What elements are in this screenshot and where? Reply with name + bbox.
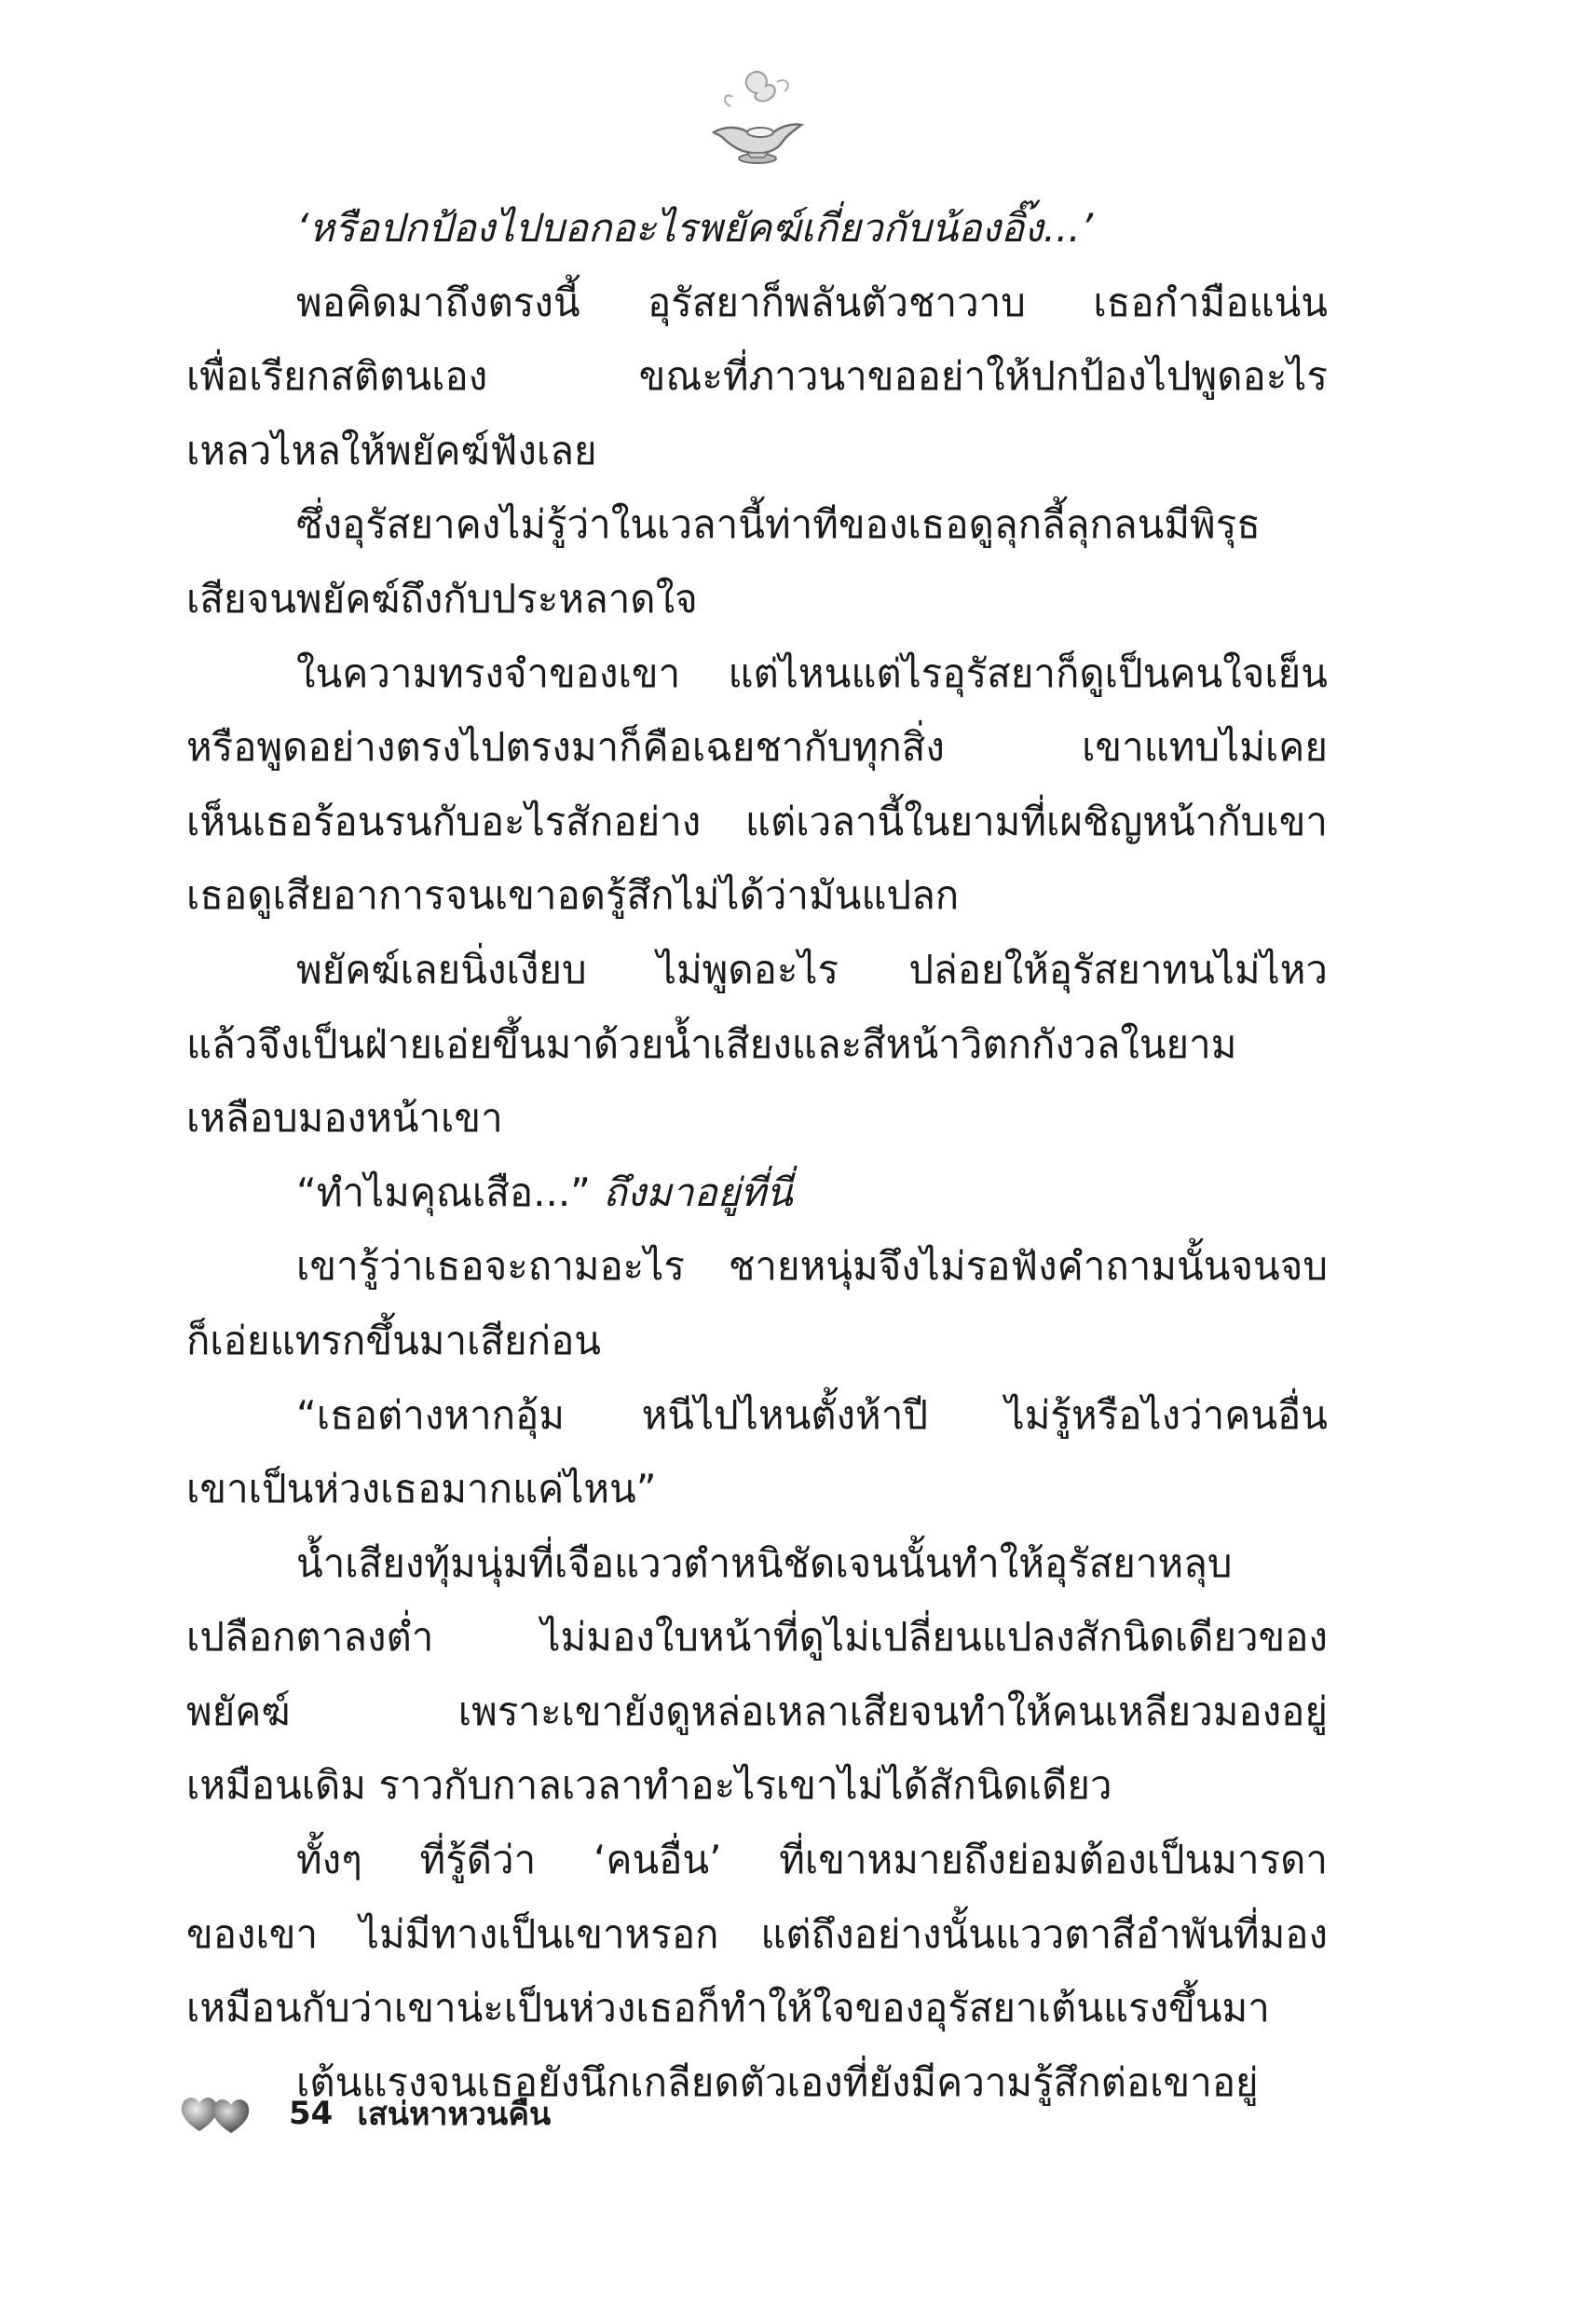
two-hearts-icon xyxy=(177,2090,261,2137)
body-text xyxy=(186,191,1328,2119)
genie-lamp-icon xyxy=(704,65,807,168)
text-line xyxy=(186,1081,1328,1156)
line-text: เสียจนพยัคฆ์ถึงกับประหลาดใจ xyxy=(186,575,698,622)
line-text: ก็เอ่ยแทรกขึ้นมาเสียก่อน xyxy=(186,1317,602,1363)
line-text: เธอดูเสียอาการจนเขาอดรู้สึกไม่ได้ว่ามันแปลก xyxy=(186,872,960,919)
text-line xyxy=(186,858,1328,933)
text-line xyxy=(186,1971,1328,2045)
text-line xyxy=(186,414,1328,488)
text-line xyxy=(186,562,1328,636)
page-number: 54 xyxy=(289,2095,334,2132)
line-text: พอคิดมาถึงตรงนี้ อุรัสยาก็พลันตัวชาวาบ เธอกำมือแน่น xyxy=(296,279,1328,325)
line-text: พยัคฆ์ เพราะเขายังดูหล่อเหลาเสียจนทำให้คนเหลียวมองอยู่ xyxy=(186,1688,1328,1734)
line-text: พยัคฆ์เลยนิ่งเงียบ ไม่พูดอะไร ปล่อยให้อุรัสยาทนไม่ไหว xyxy=(296,946,1328,992)
text-line xyxy=(186,1748,1328,1823)
text-line xyxy=(186,1675,1328,1749)
line-text: เหมือนกับว่าเขาน่ะเป็นห่วงเธอก็ทำให้ใจของอุรัสยาเต้นแรงขึ้นมา xyxy=(186,1985,1270,2031)
text-line xyxy=(186,1229,1328,1304)
line-text: ซึ่งอุรัสยาคงไม่รู้ว่าในเวลานี้ท่าทีของเธอดูลุกลี้ลุกลนมีพิรุธ xyxy=(296,501,1261,548)
text-line xyxy=(186,1378,1328,1453)
text-line xyxy=(186,339,1328,414)
line-text: เปลือกตาลงต่ำ ไม่มองใบหน้าที่ดูไม่เปลี่ยนแปลงสักนิดเดียวของ xyxy=(186,1614,1328,1661)
line-text: “เธอต่างหากอุ้ม หนีไปไหนตั้งห้าปี ไม่รู้หรือไงว่าคนอื่น xyxy=(296,1391,1328,1438)
line-text: เขารู้ว่าเธอจะถามอะไร ชายหนุ่มจึงไม่รอฟังคำถามนั้นจนจบ xyxy=(296,1243,1328,1290)
text-line xyxy=(186,266,1328,340)
line-text: ในความทรงจำของเขา แต่ไหนแต่ไรอุรัสยาก็ดูเป็นคนใจเย็น xyxy=(296,650,1328,696)
line-text: “ทำไมคุณเสือ...” xyxy=(296,1169,591,1215)
text-line xyxy=(186,1823,1328,1897)
text-line xyxy=(186,487,1328,562)
line-text: ‘หรือปกป้องไปบอกอะไรพยัคฆ์เกี่ยวกับน้องอิ๊ง...’ xyxy=(296,205,1094,251)
text-line xyxy=(186,1007,1328,1082)
line-text: เขาเป็นห่วงเธอมากแค่ไหน” xyxy=(186,1466,657,1512)
line-text: เหมือนเดิม ราวกับกาลเวลาทำอะไรเขาไม่ได้สักนิดเดียว xyxy=(186,1762,1112,1809)
text-line xyxy=(186,710,1328,785)
line-text: น้ำเสียงทุ้มนุ่มที่เจือแววตำหนิชัดเจนนั้นทำให้อุรัสยาหลุบ xyxy=(296,1539,1233,1586)
text-line xyxy=(186,1897,1328,1972)
line-text: เพื่อเรียกสติตนเอง ขณะที่ภาวนาขออย่าให้ปกป้องไปพูดอะไร xyxy=(186,353,1328,400)
line-text: เต้นแรงจนเธอยังนึกเกลียดตัวเองที่ยังมีความรู้สึกต่อเขาอยู่ xyxy=(296,2058,1259,2105)
text-line xyxy=(186,636,1328,711)
line-text: ของเขา ไม่มีทางเป็นเขาหรอก แต่ถึงอย่างนั้นแววตาสีอำพันที่มอง xyxy=(186,1910,1328,1957)
line-text: เหลวไหลให้พยัคฆ์ฟังเลย xyxy=(186,427,597,473)
page-footer xyxy=(177,2085,551,2141)
line-italic-text: ถึงมาอยู่ที่นี่ xyxy=(603,1169,793,1215)
text-line xyxy=(186,933,1328,1007)
text-line xyxy=(186,1452,1328,1526)
text-line xyxy=(186,1526,1328,1601)
line-text: ทั้งๆ ที่รู้ดีว่า ‘คนอื่น’ ที่เขาหมายถึงย่อมต้องเป็นมารดา xyxy=(296,1837,1328,1883)
line-text: เห็นเธอร้อนรนกับอะไรสักอย่าง แต่เวลานี้ในยามที่เผชิญหน้ากับเขา xyxy=(186,798,1328,844)
text-line xyxy=(186,1304,1328,1378)
book-title: เสน่หาหวนคืน xyxy=(357,2096,552,2133)
line-text: หรือพูดอย่างตรงไปตรงมาก็คือเฉยชากับทุกสิ่ง เขาแทบไม่เคย xyxy=(186,724,1328,771)
text-line xyxy=(186,1156,1328,1230)
line-text: แล้วจึงเป็นฝ่ายเอ่ยขึ้นมาด้วยน้ำเสียงและสีหน้าวิตกกังวลในยาม xyxy=(186,1020,1237,1067)
text-line xyxy=(186,785,1328,859)
text-line xyxy=(186,1600,1328,1675)
text-line xyxy=(186,191,1328,266)
line-text: เหลือบมองหน้าเขา xyxy=(186,1095,503,1142)
